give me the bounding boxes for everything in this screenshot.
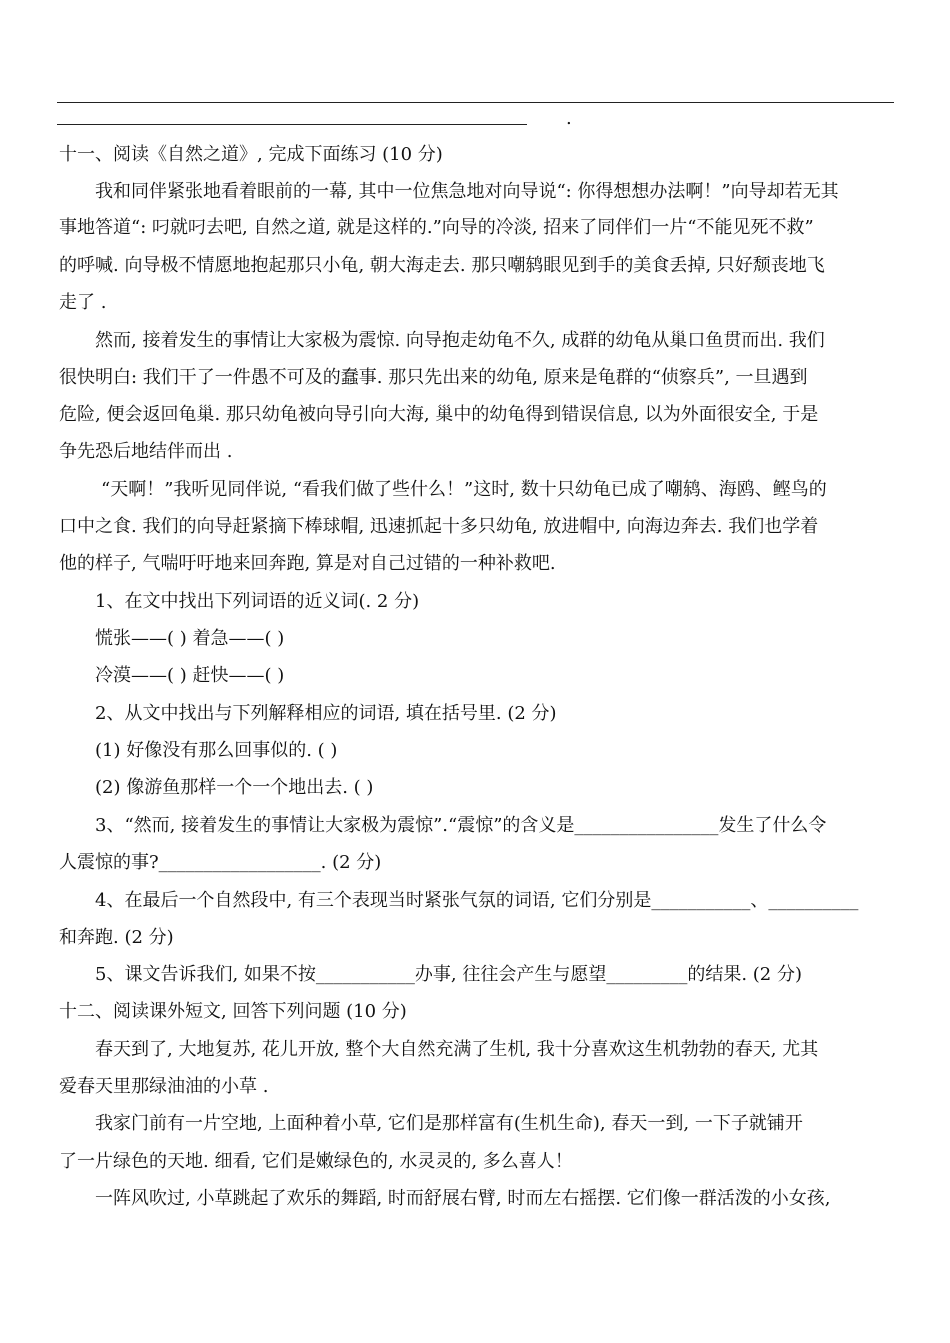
passage-line: 危险, 便会返回龟巢. 那只幼龟被向导引向大海, 巢中的幼龟得到错误信息, 以为外面很安全, 于是: [59, 404, 819, 425]
answer-line-period: .: [566, 108, 572, 129]
question-5: 5、课文告诉我们, 如果不按___________办事, 往往会产生与愿望_________的结果. (2 分): [95, 964, 802, 985]
passage-line: 爱春天里那绿油油的小草 .: [59, 1076, 269, 1097]
passage-line: 的呼喊. 向导极不情愿地抱起那只小龟, 朝大海走去. 那只嘲鸫眼见到手的美食丢掉, 只好颓丧地飞: [59, 255, 825, 276]
answer-line-short: [57, 124, 527, 125]
question-2-item: (2) 像游鱼那样一个一个地出去. ( ): [95, 777, 374, 798]
passage-line: 春天到了, 大地复苏, 花儿开放, 整个大自然充满了生机, 我十分喜欢这生机勃勃的春天, 尤其: [95, 1039, 819, 1060]
question-4-cont: 和奔跑. (2 分): [59, 927, 174, 948]
passage-line: “天啊！”我听见同伴说, “看我们做了些什么！”这时, 数十只幼龟已成了嘲鸫、海鸥、鲣鸟的: [101, 479, 827, 500]
passage-line: 争先恐后地结伴而出 .: [59, 441, 233, 462]
question-2-item: (1) 好像没有那么回事似的. ( ): [95, 740, 338, 761]
passage-line: 一阵风吹过, 小草跳起了欢乐的舞蹈, 时而舒展右臂, 时而左右摇摆. 它们像一群活泼的小女孩,: [95, 1188, 831, 1209]
question-1-blanks: 慌张——( ) 着急——( ): [95, 628, 285, 649]
passage-line: 我家门前有一片空地, 上面种着小草, 它们是那样富有(生机生命), 春天一到, 一下子就铺开: [95, 1113, 803, 1134]
question-3: 3、“然而, 接着发生的事情让大家极为震惊”.“震惊”的含义是________________发生了什么令: [95, 815, 827, 836]
passage-line: 了一片绿色的天地. 细看, 它们是嫩绿色的, 水灵灵的, 多么喜人！: [59, 1151, 573, 1172]
question-3-cont: 人震惊的事?__________________. (2 分): [59, 852, 382, 873]
passage-line: 很快明白: 我们干了一件愚不可及的蠢事. 那只先出来的幼龟, 原来是龟群的“侦察兵”, 一旦遇到: [59, 367, 808, 388]
question-2: 2、从文中找出与下列解释相应的词语, 填在括号里. (2 分): [95, 703, 557, 724]
answer-line-full: [57, 102, 894, 103]
passage-line: 然而, 接着发生的事情让大家极为震惊. 向导抱走幼龟不久, 成群的幼龟从巢口鱼贯而出. 我们: [95, 330, 825, 351]
passage-line: 口中之食. 我们的向导赶紧摘下棒球帽, 迅速抓起十多只幼龟, 放进帽中, 向海边奔去. 我们也学着: [59, 516, 819, 537]
passage-line: 我和同伴紧张地看着眼前的一幕, 其中一位焦急地对向导说“: 你得想想办法啊！”向导却若无其: [95, 181, 839, 202]
question-1: 1、在文中找出下列词语的近义词(. 2 分): [95, 591, 420, 612]
passage-line: 他的样子, 气喘吁吁地来回奔跑, 算是对自己过错的一种补救吧.: [59, 553, 556, 574]
passage-line: 事地答道“: 叼就叼去吧, 自然之道, 就是这样的.”向导的冷淡, 招来了同伴们一片“不能见死不救”: [59, 217, 814, 238]
question-1-blanks: 冷漠——( ) 赶快——( ): [95, 665, 285, 686]
question-4: 4、在最后一个自然段中, 有三个表现当时紧张气氛的词语, 它们分别是___________、__________: [95, 890, 859, 911]
section-12-heading: 十二、阅读课外短文, 回答下列问题 (10 分): [59, 1001, 407, 1022]
section-11-heading: 十一、阅读《自然之道》, 完成下面练习 (10 分): [59, 144, 443, 165]
passage-line: 走了 .: [59, 292, 107, 313]
